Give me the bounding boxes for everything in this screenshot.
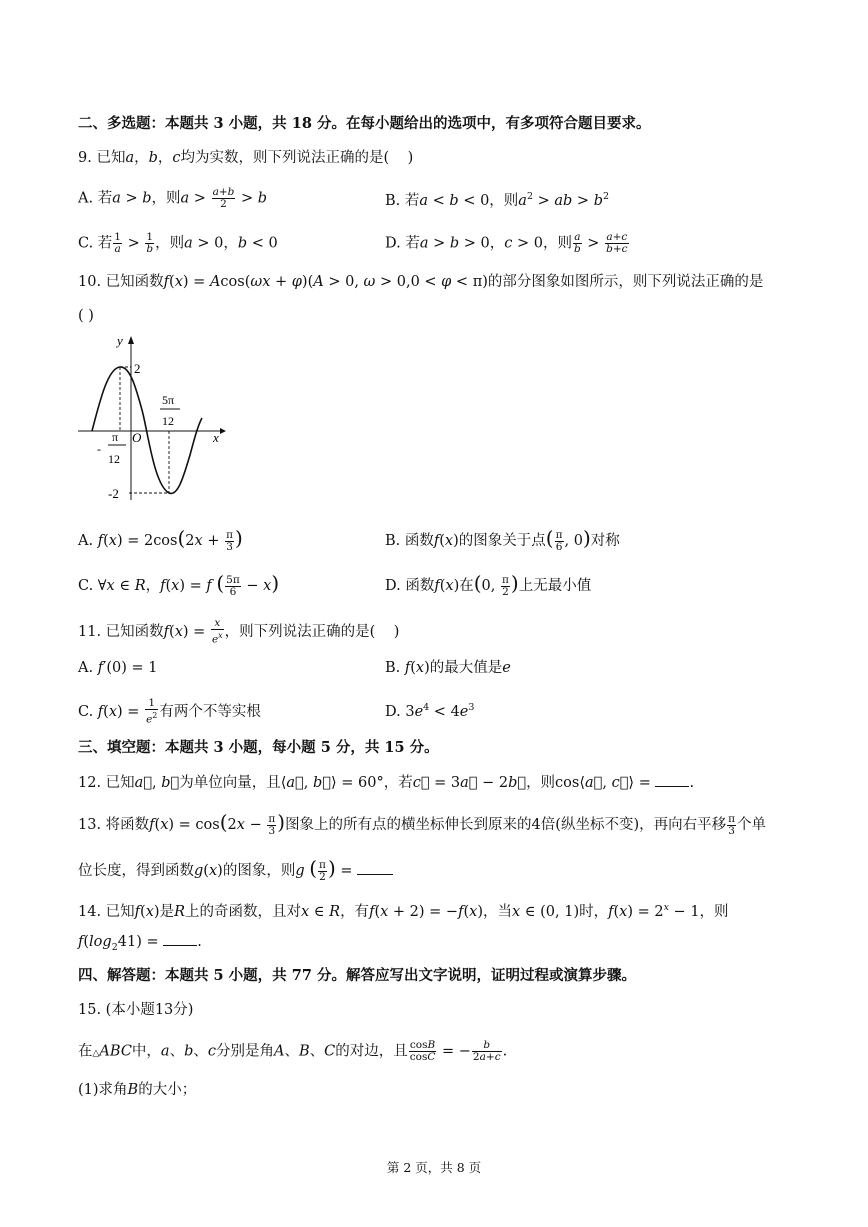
q14-line1: 14. 已知f(x)是R上的奇函数，且对x ∈ R，有f(x + 2) = −f(x)，当x ∈ (0, 1)时，$f(x) = 2^x - 1$，则: [78, 902, 729, 920]
right-tick-den: 12: [162, 414, 174, 428]
q10-option-b: B. 函数f(x)的图象关于点( $\frac{\pi}{6}$ , 0)对称: [385, 526, 620, 553]
q11-option-c: C. f(x) = $\frac{1}{e^2}$ 有两个不等实根: [78, 697, 261, 726]
q13-line2: 位长度，得到函数g(x)的图象，则g ( $\frac{\pi}{2}$ ) =: [78, 858, 393, 883]
q10-option-a: A. f(x) = 2cos(2x + $\frac{\pi}{3}$ ): [78, 526, 243, 553]
q15-title: 15. (本小题13分): [78, 1002, 194, 1018]
cosine-curve: [92, 367, 202, 494]
min-label: -2: [108, 486, 119, 501]
max-label: 2: [134, 361, 141, 376]
q9-stem: 9. 已知a，b，c均为实数，则下列说法正确的是( ): [78, 150, 414, 166]
section-2-header: 二、多选题：本题共 3 小题，共 18 分。在每小题给出的选项中，有多项符合题目要求。: [78, 115, 651, 132]
x-label: x: [213, 430, 219, 445]
left-tick-den: 12: [108, 452, 120, 466]
q15-part1: (1)求角B的大小；: [78, 1082, 197, 1098]
q11-stem: 11. 已知函数f(x) = $\frac{x}{e^x}$ ，则下列说法正确的是( ): [78, 617, 400, 646]
q11-option-d: D. $3e^4 < 4e^3$: [385, 702, 475, 720]
q10-cosine-graph: [74, 330, 234, 510]
page-footer: 第 2 页，共 8 页: [386, 1160, 482, 1175]
q9-option-b: B. 若a < b < 0，则$a^2$ > ab > $b^2$: [385, 191, 610, 209]
q14-line2: $f(\log_241)$ = .: [78, 934, 202, 953]
q15-stem: 在△ABC中，a、b、c分别是角A、B、C的对边，且 $\frac{\cos B}{\cos C}$ = − $\frac{b}{2a+c}$ .: [78, 1039, 508, 1063]
section-3-header: 三、填空题：本题共 3 小题，每小题 5 分，共 15 分。: [78, 739, 439, 756]
q11-option-a: A. f′(0) = 1: [78, 660, 158, 676]
left-tick-minus: -: [97, 442, 101, 456]
right-tick-num: 5π: [162, 393, 175, 407]
q11-option-b: B. f(x)的最大值是e: [385, 660, 511, 676]
q13-line1: 13. 将函数f(x) = cos(2x − $\frac{\pi}{3}$ )图象上的所有点的横坐标伸长到原来的4倍(纵坐标不变)，再向右平移 $\frac{\pi}{3}$ 个单: [78, 810, 767, 837]
q9-option-d: D. 若a > b > 0，c > 0，则 $\frac{a}{b}$ > $\frac{a+c}{b+c}$: [385, 231, 628, 255]
y-label: y: [117, 333, 123, 348]
q9-option-a: A. 若a > b，则a > $\frac{a+b}{2}$ > b: [78, 186, 268, 210]
q10-stem: 10. 已知函数f(x) = Acos(ωx + φ)(A > 0, ω > 0,0 < φ < π)的部分图象如图所示，则下列说法正确的是: [78, 274, 764, 290]
q10-option-d: D. 函数f(x)在(0, $\frac{\pi}{2}$ )上无最小值: [385, 571, 592, 598]
q9-option-c: C. 若 $\frac{1}{a}$ > $\frac{1}{b}$ ，则a > 0，b < 0: [78, 231, 278, 255]
origin-label: O: [132, 430, 142, 445]
section-4-header: 四、解答题：本题共 5 小题，共 77 分。解答应写出文字说明，证明过程或演算步骤。: [78, 967, 636, 984]
left-tick-num: π: [112, 430, 119, 444]
y-axis-arrow: [128, 336, 134, 344]
q12-stem: 12. 已知a⃗, b⃗为单位向量，且⟨a⃗, b⃗⟩ = 60°，若c⃗ = 3a⃗ − 2b⃗，则cos⟨a⃗, c⃗⟩ = .: [78, 775, 695, 791]
x-axis-arrow: [220, 428, 226, 434]
q10-option-c: C. ∀x ∈ R，f(x) = f ( $\frac{5\pi}{6}$ − x): [78, 571, 280, 598]
q10-paren: ( ): [78, 308, 94, 324]
